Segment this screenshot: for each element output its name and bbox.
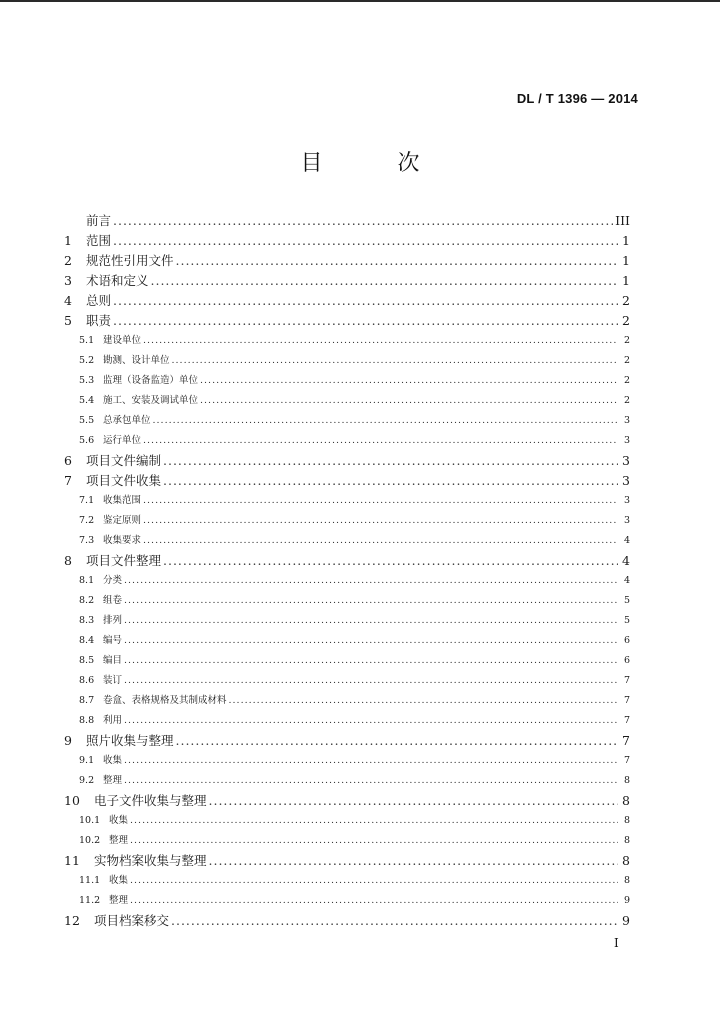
toc-entry-page: 9	[623, 895, 630, 906]
toc-entry-number: 12	[64, 913, 80, 928]
toc-leader-dots	[124, 751, 618, 771]
toc-entry-number: 10.1	[79, 815, 101, 826]
toc-entry-number: 4	[64, 293, 72, 308]
toc-entry-title: 项目文件整理	[86, 553, 162, 568]
toc-leader-dots	[171, 911, 618, 931]
toc-leader-dots	[124, 671, 618, 691]
toc-leader-dots	[153, 411, 618, 431]
toc-entry-number: 9.2	[79, 775, 95, 786]
toc-entry-number: 2	[64, 253, 72, 268]
toc-entry-page: 7	[623, 695, 630, 706]
toc-entry-number: 8.4	[79, 635, 95, 646]
toc-entry-number: 8	[64, 553, 72, 568]
toc-leader-dots	[229, 691, 618, 711]
table-of-contents	[64, 211, 630, 931]
toc-leader-dots	[143, 531, 618, 551]
toc-entry-number: 7	[64, 473, 72, 488]
toc-entry-page: 1	[622, 253, 630, 268]
toc-entry-number: 8.3	[79, 615, 95, 626]
toc-entry[interactable]	[64, 511, 630, 531]
toc-entry-title: 职责	[86, 313, 112, 328]
toc-entry-title: 实物档案收集与整理	[94, 853, 207, 868]
toc-entry-page: 2	[623, 335, 630, 346]
toc-entry-title: 勘测、设计单位	[103, 355, 170, 366]
toc-entry-title: 前言	[86, 213, 112, 228]
toc-entry-number: 7.3	[79, 535, 95, 546]
toc-entry-page: 2	[622, 313, 630, 328]
toc-entry[interactable]	[64, 531, 630, 551]
toc-leader-dots	[143, 491, 618, 511]
toc-entry-title: 施工、安装及调试单位	[103, 395, 199, 406]
toc-entry-title: 项目文件收集	[86, 473, 162, 488]
toc-leader-dots	[163, 551, 618, 571]
toc-entry-title: 收集要求	[103, 535, 142, 546]
toc-entry-title: 装订	[103, 675, 123, 686]
toc-entry-title: 整理	[103, 775, 123, 786]
toc-leader-dots	[143, 511, 618, 531]
toc-entry-title: 监理（设备监造）单位	[103, 375, 199, 386]
toc-entry-page: 3	[622, 473, 630, 488]
toc-entry-number: 9	[64, 733, 72, 748]
toc-entry-page: 8	[623, 835, 630, 846]
toc-entry-title: 项目档案移交	[94, 913, 170, 928]
toc-entry-title: 收集	[109, 815, 129, 826]
toc-entry-number: 8.7	[79, 695, 95, 706]
toc-entry-page: 8	[623, 775, 630, 786]
toc-entry-title: 组卷	[103, 595, 123, 606]
toc-entry-title: 建设单位	[103, 335, 142, 346]
toc-leader-dots	[113, 311, 618, 331]
toc-entry-title: 规范性引用文件	[86, 253, 174, 268]
toc-entry-page: 8	[623, 815, 630, 826]
toc-leader-dots	[130, 891, 618, 911]
toc-entry[interactable]	[64, 551, 630, 571]
page-top-edge	[0, 0, 720, 2]
page-number: I	[614, 936, 619, 950]
toc-entry-title: 照片收集与整理	[86, 733, 174, 748]
toc-entry[interactable]	[64, 691, 630, 711]
toc-entry-title: 收集	[103, 755, 123, 766]
toc-entry-page: 1	[622, 273, 630, 288]
toc-entry-page: 3	[622, 453, 630, 468]
toc-entry-page: III	[615, 213, 630, 228]
toc-entry-number: 8.5	[79, 655, 95, 666]
toc-leader-dots	[124, 771, 618, 791]
toc-leader-dots	[200, 371, 618, 391]
toc-entry-page: 2	[623, 355, 630, 366]
toc-entry-title: 术语和定义	[86, 273, 149, 288]
toc-entry[interactable]	[64, 891, 630, 911]
toc-entry-number: 9.1	[79, 755, 95, 766]
toc-entry-number: 5.6	[79, 435, 95, 446]
toc-leader-dots	[176, 731, 618, 751]
toc-entry-title: 利用	[103, 715, 123, 726]
toc-entry[interactable]	[64, 231, 630, 251]
toc-entry[interactable]	[64, 671, 630, 691]
toc-entry-page: 9	[622, 913, 630, 928]
toc-leader-dots	[209, 851, 618, 871]
toc-entry-number: 5.2	[79, 355, 95, 366]
toc-entry-title: 电子文件收集与整理	[94, 793, 207, 808]
toc-entry-page: 4	[622, 553, 630, 568]
toc-entry[interactable]	[64, 771, 630, 791]
toc-entry-title: 排列	[103, 615, 123, 626]
toc-entry-number: 5	[64, 313, 72, 328]
toc-entry-title: 卷盒、表格规格及其制成材料	[103, 695, 227, 706]
toc-entry-page: 5	[623, 615, 630, 626]
toc-entry-number: 7.2	[79, 515, 95, 526]
toc-entry-number: 11.2	[79, 895, 101, 906]
toc-entry[interactable]	[64, 251, 630, 271]
toc-entry[interactable]	[64, 351, 630, 371]
toc-entry-page: 6	[623, 655, 630, 666]
toc-entry-number: 5.4	[79, 395, 95, 406]
toc-entry-title: 范围	[86, 233, 112, 248]
toc-leader-dots	[124, 711, 618, 731]
toc-entry[interactable]	[64, 751, 630, 771]
toc-leader-dots	[176, 251, 618, 271]
toc-entry-page: 7	[623, 715, 630, 726]
toc-leader-dots	[130, 811, 618, 831]
toc-entry-page: 4	[623, 535, 630, 546]
toc-entry-page: 2	[623, 395, 630, 406]
toc-entry-number: 8.6	[79, 675, 95, 686]
toc-entry[interactable]	[64, 431, 630, 451]
toc-leader-dots	[200, 391, 618, 411]
toc-entry-number: 11	[64, 853, 80, 868]
toc-entry[interactable]	[64, 271, 630, 291]
toc-entry[interactable]	[64, 871, 630, 891]
toc-entry[interactable]	[64, 791, 630, 811]
toc-entry[interactable]	[64, 391, 630, 411]
toc-entry-page: 7	[623, 675, 630, 686]
toc-entry-title: 收集	[109, 875, 129, 886]
toc-entry-title: 总承包单位	[103, 415, 151, 426]
toc-entry-page: 6	[623, 635, 630, 646]
toc-leader-dots	[130, 871, 618, 891]
toc-leader-dots	[124, 591, 618, 611]
toc-entry[interactable]	[64, 591, 630, 611]
toc-leader-dots	[143, 431, 618, 451]
toc-leader-dots	[124, 631, 618, 651]
toc-entry[interactable]	[64, 571, 630, 591]
toc-entry-title: 编号	[103, 635, 123, 646]
toc-entry-title: 整理	[109, 895, 129, 906]
toc-entry-page: 2	[622, 293, 630, 308]
toc-leader-dots	[113, 291, 618, 311]
toc-entry-title: 整理	[109, 835, 129, 846]
toc-entry-number: 5.3	[79, 375, 95, 386]
toc-entry-page: 7	[622, 733, 630, 748]
toc-entry-page: 8	[623, 875, 630, 886]
toc-entry-page: 1	[622, 233, 630, 248]
toc-leader-dots	[130, 831, 618, 851]
toc-entry[interactable]	[64, 731, 630, 751]
toc-entry[interactable]	[64, 611, 630, 631]
toc-entry-page: 3	[623, 495, 630, 506]
toc-entry-page: 3	[623, 415, 630, 426]
toc-entry[interactable]	[64, 211, 630, 231]
toc-leader-dots	[113, 231, 618, 251]
toc-entry-page: 5	[623, 595, 630, 606]
toc-entry[interactable]	[64, 831, 630, 851]
toc-entry-number: 3	[64, 273, 72, 288]
toc-entry[interactable]	[64, 291, 630, 311]
toc-leader-dots	[163, 471, 618, 491]
toc-entry-number: 8.1	[79, 575, 95, 586]
toc-leader-dots	[172, 351, 618, 371]
toc-entry-page: 4	[623, 575, 630, 586]
toc-entry[interactable]	[64, 911, 630, 931]
toc-entry[interactable]	[64, 411, 630, 431]
toc-entry-title: 运行单位	[103, 435, 142, 446]
toc-entry-page: 3	[623, 435, 630, 446]
toc-leader-dots	[143, 331, 618, 351]
standard-number: DL / T 1396 — 2014	[516, 91, 638, 106]
toc-leader-dots	[124, 651, 618, 671]
toc-entry[interactable]	[64, 471, 630, 491]
toc-leader-dots	[124, 571, 618, 591]
toc-leader-dots	[209, 791, 618, 811]
toc-entry[interactable]	[64, 331, 630, 351]
toc-entry-number: 6	[64, 453, 72, 468]
toc-entry-page: 7	[623, 755, 630, 766]
toc-leader-dots	[163, 451, 618, 471]
toc-leader-dots	[151, 271, 618, 291]
toc-entry[interactable]	[64, 451, 630, 471]
toc-entry-title: 总则	[86, 293, 112, 308]
toc-entry-page: 2	[623, 375, 630, 386]
toc-entry[interactable]	[64, 651, 630, 671]
toc-entry-title: 分类	[103, 575, 123, 586]
toc-entry[interactable]	[64, 371, 630, 391]
toc-entry-title: 收集范围	[103, 495, 142, 506]
toc-entry[interactable]	[64, 851, 630, 871]
toc-entry-number: 10.2	[79, 835, 101, 846]
toc-entry-number: 7.1	[79, 495, 95, 506]
toc-entry[interactable]	[64, 631, 630, 651]
toc-entry-page: 8	[622, 793, 630, 808]
toc-entry-title: 编目	[103, 655, 123, 666]
toc-leader-dots	[113, 211, 613, 231]
toc-entry-page: 3	[623, 515, 630, 526]
toc-entry-title: 项目文件编制	[86, 453, 162, 468]
toc-entry-number: 5.5	[79, 415, 95, 426]
toc-entry-number: 11.1	[79, 875, 101, 886]
toc-entry-page: 8	[622, 853, 630, 868]
toc-leader-dots	[124, 611, 618, 631]
toc-entry[interactable]	[64, 811, 630, 831]
toc-entry[interactable]	[64, 311, 630, 331]
toc-entry[interactable]	[64, 491, 630, 511]
toc-entry-number: 8.2	[79, 595, 95, 606]
toc-entry-number: 8.8	[79, 715, 95, 726]
toc-entry[interactable]	[64, 711, 630, 731]
toc-entry-number: 5.1	[79, 335, 95, 346]
page-title: 目 次	[300, 151, 454, 176]
toc-entry-title: 鉴定原则	[103, 515, 142, 526]
toc-entry-number: 1	[64, 233, 72, 248]
toc-entry-number: 10	[64, 793, 80, 808]
